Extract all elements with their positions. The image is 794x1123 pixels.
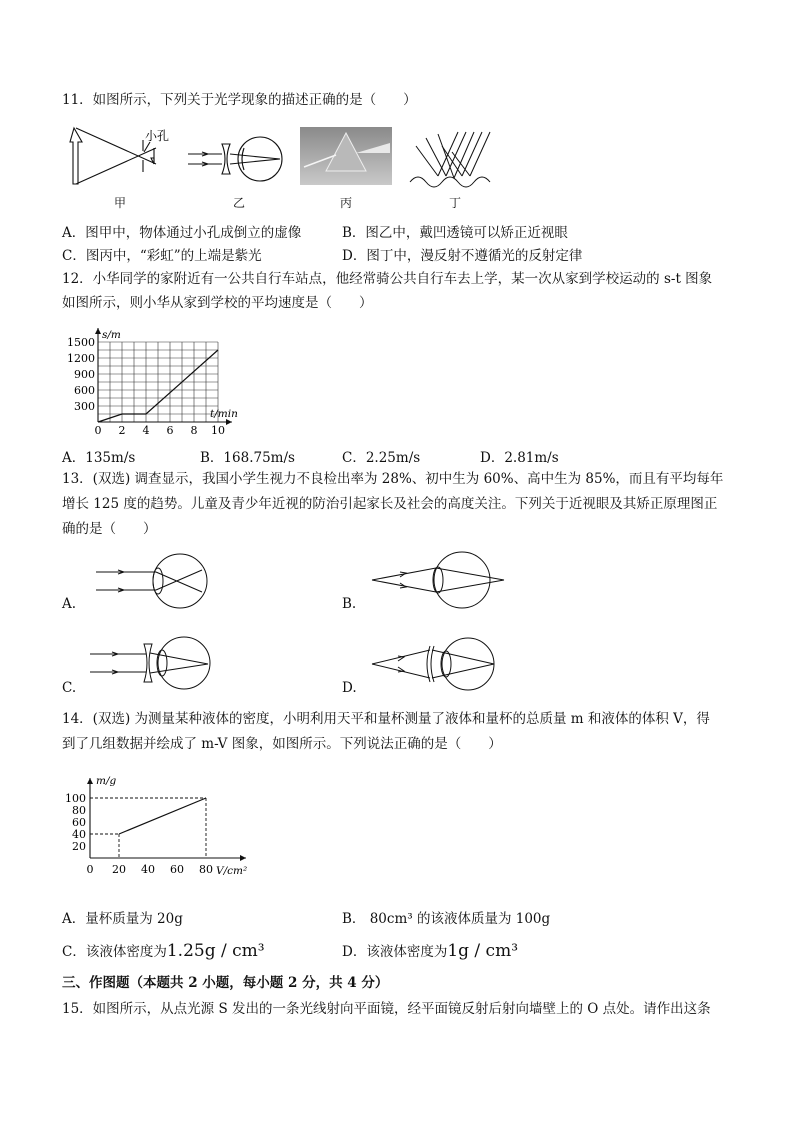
x-axis-arrow xyxy=(240,855,246,861)
st-chart xyxy=(60,326,250,438)
q12-option-c: C．2.25m/s xyxy=(342,450,421,466)
x-tick-label: 0 xyxy=(94,424,102,437)
eye-diagram-c xyxy=(88,634,214,692)
q14-option-c-prefix: C．该液体密度为 xyxy=(62,944,167,960)
y-axis-arrow xyxy=(95,328,101,334)
q15-stem: 15．如图所示，从点光源 S 发出的一条光线射向平面镜，经平面镜反射后射向墙壁上的 O 点处。请作出这条 xyxy=(62,1001,711,1017)
y-tick-label: 20 xyxy=(72,840,86,853)
series-line xyxy=(119,798,206,834)
mv-chart xyxy=(60,770,290,894)
q14-option-a: A．量杯质量为 20g xyxy=(62,911,183,927)
y-axis-label: m/g xyxy=(96,775,117,787)
q13-stem-line2: 增长 125 度的趋势。儿童及青少年近视的防治引起家长及社会的高度关注。下列关于近视眼及其矫正原理图正 xyxy=(62,496,718,512)
q14-option-c xyxy=(62,940,265,961)
q12-option-b: B．168.75m/s xyxy=(200,450,295,466)
q12-option-d: D．2.81m/s xyxy=(480,450,559,466)
x-tick-label: 8 xyxy=(190,424,198,437)
y-tick-label: 1500 xyxy=(67,336,95,349)
eye-diagram-a xyxy=(92,552,212,610)
pinhole-label: 小孔 xyxy=(145,129,170,143)
y-tick-label: 900 xyxy=(74,368,95,381)
q11-stem: 11．如图所示，下列关于光学现象的描述正确的是（ ） xyxy=(62,92,417,108)
prism-figure xyxy=(300,127,392,185)
diffuse-reflection-figure xyxy=(408,126,496,192)
q14-option-c-value: 1.25g / cm³ xyxy=(166,941,265,961)
q11-option-d: D．图丁中，漫反射不遵循光的反射定律 xyxy=(342,248,583,264)
q13-label-d: D. xyxy=(342,680,357,696)
q14-option-d-prefix: D．该液体密度为 xyxy=(342,944,448,960)
pinhole-figure xyxy=(66,118,178,198)
x-tick-label: 60 xyxy=(170,863,184,876)
x-tick-label: 20 xyxy=(112,863,126,876)
fig-label-bing: 丙 xyxy=(340,196,353,210)
q13-label-c: C. xyxy=(62,680,77,696)
fig-label-ding: 丁 xyxy=(449,196,462,210)
x-tick-label: 40 xyxy=(141,863,155,876)
y-axis-label: s/m xyxy=(102,329,121,341)
q13-stem-line3: 确的是（ ） xyxy=(62,521,157,537)
q11-option-b: B．图乙中，戴凹透镜可以矫正近视眼 xyxy=(342,225,568,241)
x-tick-label: 0 xyxy=(86,863,94,876)
q14-option-d-value: 1g / cm³ xyxy=(447,941,519,961)
fig-label-jia: 甲 xyxy=(114,196,127,210)
q14-stem-line2: 到了几组数据并绘成了 m-V 图象，如图所示。下列说法正确的是（ ） xyxy=(62,736,502,752)
y-axis-arrow xyxy=(87,778,93,784)
q11-option-a: A．图甲中，物体通过小孔成倒立的虚像 xyxy=(62,225,302,241)
q14-stem-line1: 14．(双选) 为测量某种液体的密度，小明利用天平和量杯测量了液体和量杯的总质量 m 和液体的体积 V，得 xyxy=(62,711,710,727)
y-tick-label: 100 xyxy=(65,792,86,805)
q11-option-c: C．图丙中，“彩虹”的上端是紫光 xyxy=(62,248,262,264)
x-tick-label: 2 xyxy=(118,424,126,437)
x-tick-label: 10 xyxy=(211,424,225,437)
section-3-title: 三、作图题（本题共 2 小题，每小题 2 分，共 4 分） xyxy=(62,975,389,991)
y-tick-label: 40 xyxy=(72,828,86,841)
y-tick-label: 600 xyxy=(74,384,95,397)
q14-option-b: B． 80cm³ 的该液体质量为 100g xyxy=(342,911,551,927)
q12-stem-line2: 如图所示，则小华从家到学校的平均速度是（ ） xyxy=(62,295,373,311)
eye-diagram-b xyxy=(370,550,510,610)
y-tick-label: 60 xyxy=(72,816,86,829)
q12-stem-line1: 12．小华同学的家附近有一公共自行车站点，他经常骑公共自行车去上学，某一次从家到学校运动的 s-t 图象 xyxy=(62,271,713,287)
eye-lens-figure xyxy=(186,132,286,188)
q13-label-b: B. xyxy=(342,596,357,612)
fig-label-yi: 乙 xyxy=(233,196,246,210)
x-axis-label: t/min xyxy=(210,408,238,420)
x-tick-label: 80 xyxy=(199,863,213,876)
y-tick-label: 300 xyxy=(74,400,95,413)
q13-label-a: A. xyxy=(62,596,77,612)
eye-diagram-d xyxy=(370,636,510,692)
q14-option-d xyxy=(342,940,518,961)
x-axis-label: V/cm² xyxy=(216,865,248,877)
x-tick-label: 6 xyxy=(166,424,174,437)
q13-stem-line1: 13．(双选) 调查显示，我国小学生视力不良检出率为 28%、初中生为 60%、高中生为 85%，而且有平均每年 xyxy=(62,471,724,487)
y-tick-label: 1200 xyxy=(67,352,95,365)
y-tick-label: 80 xyxy=(72,804,86,817)
q12-option-a: A．135m/s xyxy=(62,450,136,466)
x-tick-label: 4 xyxy=(142,424,150,437)
